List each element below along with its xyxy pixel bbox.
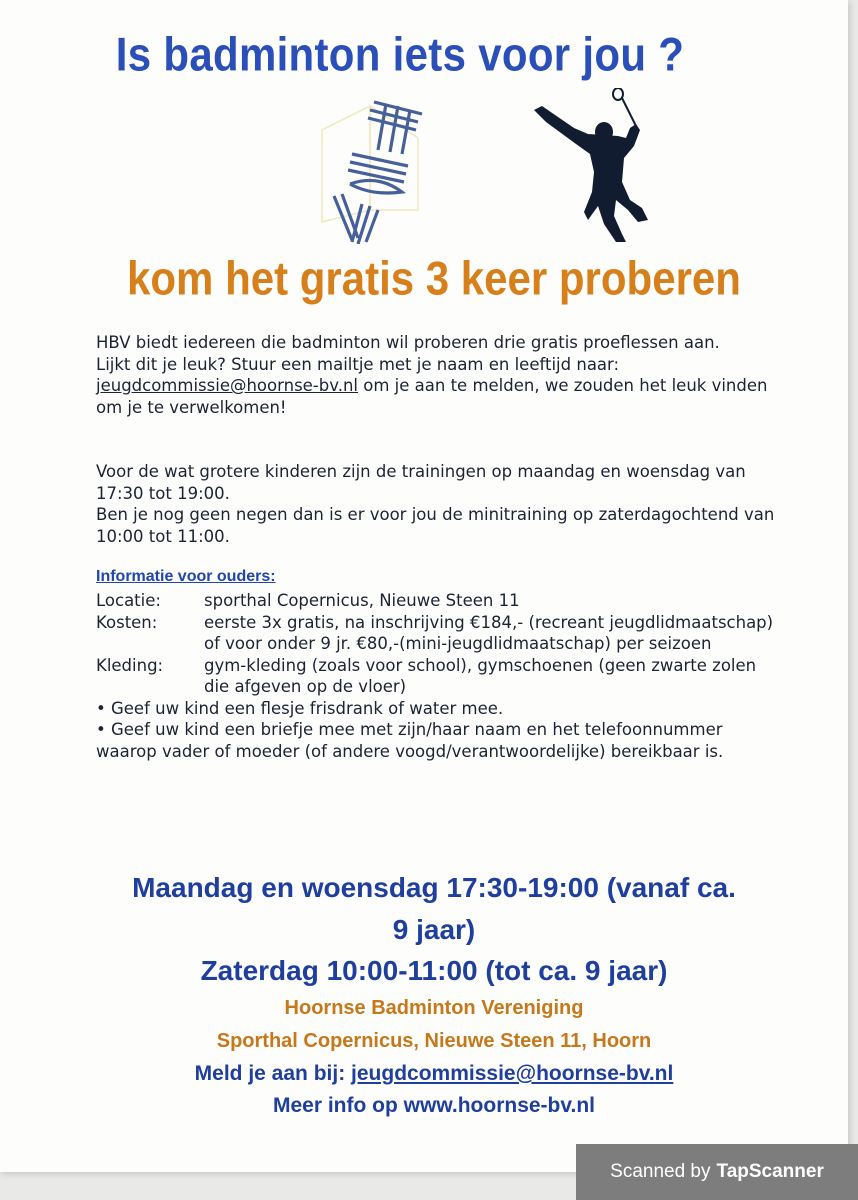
info-label: Kleding: <box>96 655 164 675</box>
info-label: Locatie: <box>96 591 161 610</box>
parents-info-table <box>96 590 776 762</box>
intro-line <box>96 375 796 418</box>
info-label: Kosten: <box>96 612 158 632</box>
email-link[interactable]: jeugdcommissie@hoornse-bv.nl <box>96 376 359 395</box>
scanner-prefix: Scanned by <box>610 1161 711 1182</box>
more-info-line: Meer info op www.hoornse-bv.nl <box>272 1094 595 1117</box>
schedule-paragraph <box>96 461 796 547</box>
schedule-line: Ben je nog geen negen dan is er voor jou de minitraining op zaterdagochtend van 10:00 tot 11:00. <box>96 505 775 546</box>
hbv-logo <box>312 92 428 244</box>
intro-paragraph <box>96 332 796 418</box>
page-title: Is badminton iets voor jou ? <box>115 28 685 81</box>
info-row <box>96 655 776 698</box>
footer-schedule-line: Zaterdag 10:00-11:00 (tot ca. 9 jaar) <box>200 955 668 986</box>
club-name: Hoornse Badminton Vereniging <box>284 997 584 1019</box>
intro-line: HBV biedt iedereen die badminton wil proberen drie gratis proeflessen aan. <box>96 333 720 352</box>
badminton-player-silhouette <box>530 88 654 244</box>
info-row <box>96 590 776 612</box>
signup-email-link[interactable]: jeugdcommissie@hoornse-bv.nl <box>351 1062 674 1085</box>
footer-schedule-line: Maandag en woensdag 17:30-19:00 (vanaf ca. <box>132 872 736 903</box>
scanner-brand: TapScanner <box>716 1161 824 1182</box>
intro-line <box>96 354 796 376</box>
bullet-item: • Geef uw kind een flesje frisdrank of water mee. <box>96 698 504 718</box>
signup-line <box>0 1062 858 1086</box>
footer-schedule-line: 9 jaar) <box>392 914 476 945</box>
signup-prefix: Meld je aan bij: <box>194 1062 352 1085</box>
info-row <box>96 612 776 655</box>
info-value: sporthal Copernicus, Nieuwe Steen 11 <box>204 591 520 610</box>
intro-line-text: om je aan te melden, we zouden het leuk vinden om je te verwelkomen! <box>96 376 768 417</box>
info-value: gym-kleding (zoals voor school), gymschoenen (geen zwarte zolen die afgeven op de vloer) <box>204 655 757 696</box>
club-address: Sporthal Copernicus, Nieuwe Steen 11, Hoorn <box>216 1030 652 1052</box>
intro-line-text: Lijkt dit je leuk? Stuur een mailtje met je naam en leeftijd naar: <box>96 354 620 374</box>
bullet-item: • Geef uw kind een briefje mee met zijn/haar naam en het telefoonnummer waarop vader of moeder (of andere voogd/verantwoordelijke) bereikbaar is. <box>96 720 724 761</box>
info-value: eerste 3x gratis, na inschrijving €184,- (recreant jeugdlidmaatschap) of voor onder 9 jr. €80,-(mini-jeugdlidmaatschap) per seizoen <box>204 612 774 653</box>
scanner-watermark <box>576 1144 858 1200</box>
page-subtitle: kom het gratis 3 keer proberen <box>127 252 741 305</box>
schedule-line: Voor de wat grotere kinderen zijn de trainingen op maandag en woensdag van 17:30 tot 19:00. <box>96 462 746 503</box>
parents-info-heading: Informatie voor ouders: <box>96 568 276 585</box>
